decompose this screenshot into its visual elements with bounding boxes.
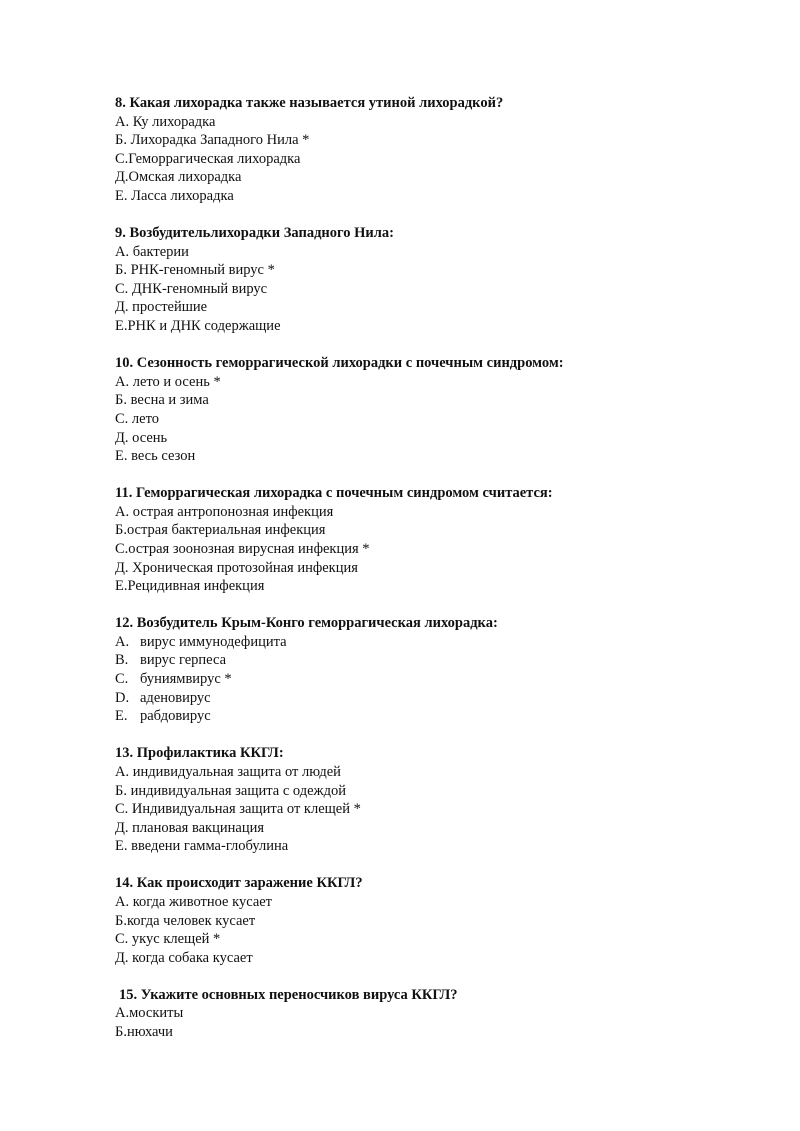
answer-option: Е.РНК и ДНК содержащие [115,318,281,335]
answer-text: буниямвирус * [140,671,232,688]
answer-option: Б. Лихорадка Западного Нила * [115,132,310,149]
answer-option: А. Ку лихорадка [115,113,216,130]
answer-option: Б.когда человек кусает [115,912,256,929]
answer-option: Д. плановая вакцинация [115,819,265,836]
answer-option: С. лето [115,410,159,427]
question-9 [115,224,760,336]
answer-option: С. Индивидуальная защита от клещей * [115,801,361,818]
answer-text: вирус иммунодефицита [140,633,287,650]
answer-option [115,651,760,670]
answer-text: рабдовирус [140,708,211,725]
answer-option: А. когда животное кусает [115,893,273,910]
answer-option: С. укус клещей * [115,931,221,948]
answer-option: А. индивидуальная защита от людей [115,763,341,780]
answer-text: вирус герпеса [140,652,227,669]
answer-option: А. острая антропонозная инфекция [115,503,334,520]
answer-option: С. ДНК-геномный вирус [115,280,268,297]
answer-option [115,633,760,652]
question-title: 12. Возбудитель Крым-Конго геморрагическая лихорадка: [115,615,498,632]
question-10 [115,354,760,466]
answer-option: С.острая зоонозная вирусная инфекция * [115,540,370,557]
answer-option: Д. осень [115,429,168,446]
question-title: 15. Укажите основных переносчиков вируса ККГЛ? [119,986,458,1003]
answer-option: А.москиты [115,1005,184,1022]
answer-option: Е. весь сезон [115,448,196,465]
answer-option [115,670,760,689]
answer-option: Д. когда собака кусает [115,949,253,966]
answer-option: А. лето и осень * [115,373,221,390]
answer-option: Е.Рецидивная инфекция [115,578,265,595]
question-title: 8. Какая лихорадка также называется утиной лихорадкой? [115,95,504,111]
answer-option: Е. введени гамма-глобулина [115,838,289,855]
answer-letter: B. [115,652,129,669]
answer-option: Б. весна и зима [115,392,209,409]
question-8 [115,94,760,206]
answer-option: Б. РНК-геномный вирус * [115,262,275,279]
answer-option: Д. простейшие [115,299,208,316]
answer-option: Д. Хроническая протозойная инфекция [115,559,358,576]
answer-option: С.Геморрагическая лихорадка [115,150,301,167]
answer-text: аденовирус [140,689,211,706]
question-15 [115,986,760,1042]
answer-option: Е. Ласса лихорадка [115,187,234,204]
answer-option: Б.нюхачи [115,1024,173,1041]
answer-letter: A. [115,633,130,650]
answer-option: А. бактерии [115,243,189,260]
answer-option [115,707,760,726]
question-title: 13. Профилактика ККГЛ: [115,745,284,762]
question-14 [115,874,760,967]
answer-option: Б.острая бактериальная инфекция [115,522,326,539]
question-title: 14. Как происходит заражение ККГЛ? [115,875,363,892]
question-title: 9. Возбудительлихорадки Западного Нила: [115,225,394,242]
answer-letter: E. [115,708,128,725]
question-title: 11. Геморрагическая лихорадка с почечным синдромом считается: [115,485,553,502]
answer-option: Д.Омская лихорадка [115,169,242,186]
answer-option: Б. индивидуальная защита с одеждой [115,782,346,799]
question-13 [115,744,760,856]
answer-letter: C. [115,671,129,688]
question-12 [115,614,760,726]
question-11 [115,484,760,596]
answer-option [115,689,760,708]
question-title: 10. Сезонность геморрагической лихорадки с почечным синдромом: [115,355,564,372]
answer-letter: D. [115,689,130,706]
